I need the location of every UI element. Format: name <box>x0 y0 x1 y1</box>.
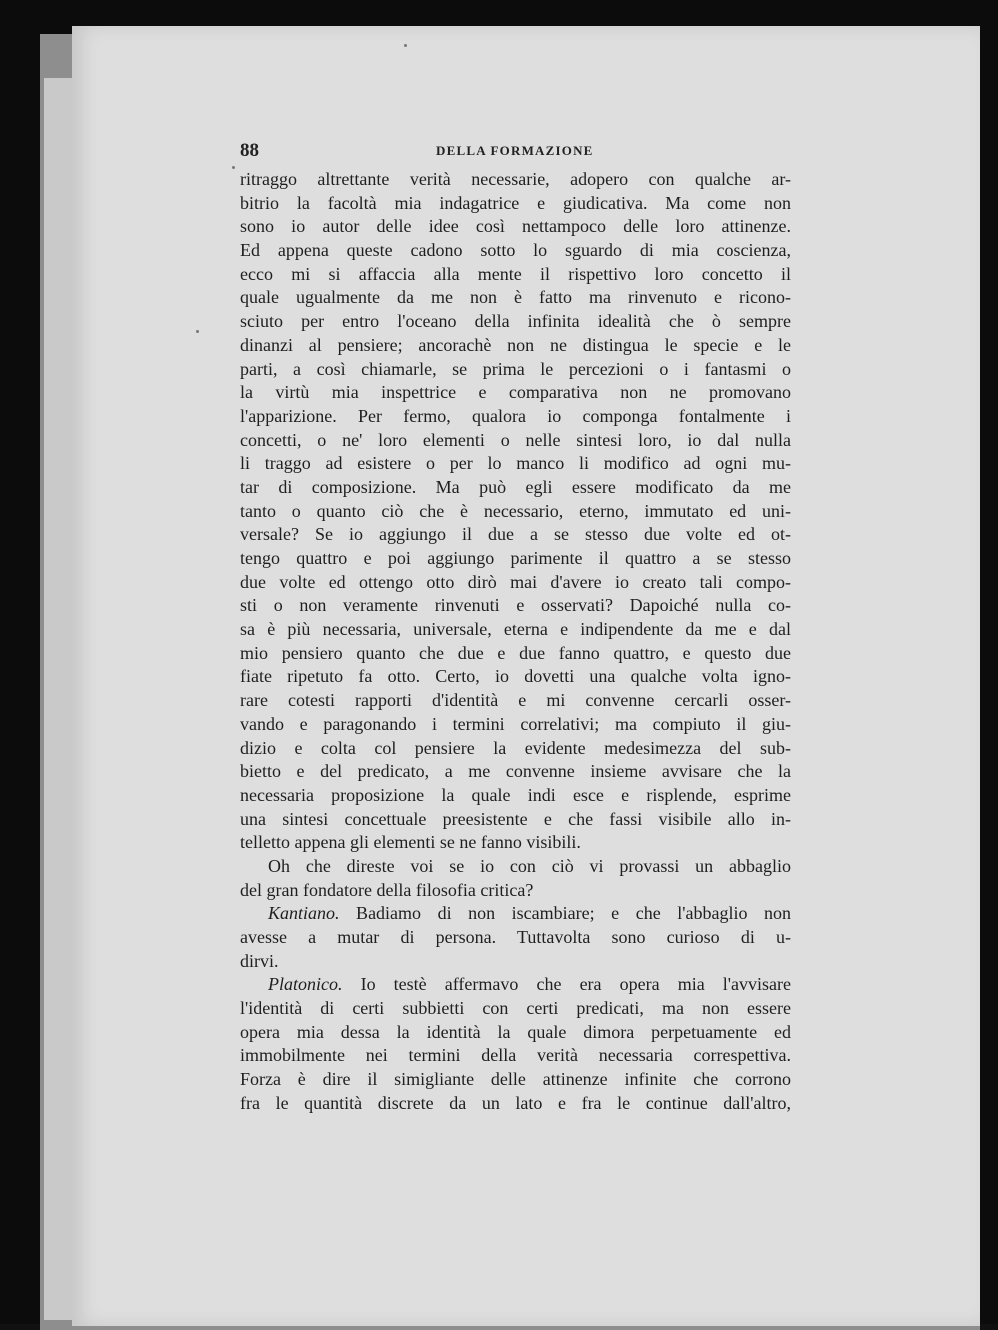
body-text <box>240 168 791 1116</box>
paper-speck <box>404 44 407 47</box>
page-number: 88 <box>240 140 259 161</box>
text-line: due volte ed ottengo otto dirò mai d'avere io creato tali compo- <box>240 571 791 592</box>
text-line: una sintesi concettuale preesistente e che fassi visibile allo in- <box>240 808 791 829</box>
text-line: ritraggo altrettante verità necessarie, adopero con qualche ar- <box>240 169 791 189</box>
text-line: tanto o quanto ciò che è necessario, eterno, immutato ed uni- <box>240 500 791 521</box>
text-line: Ed appena queste cadono sotto lo sguardo di mia coscienza, <box>240 240 791 261</box>
text-line: Forza è dire il simigliante delle attinenze infinite che corrono <box>240 1069 791 1090</box>
text-line: parti, a così chiamarle, se prima le percezioni o i fantasmi o <box>240 358 791 379</box>
text-line: li traggo ad esistere o per lo manco li modifico ad ogni mu- <box>240 453 791 474</box>
text-line: vando e paragonando i termini correlativi; ma compiuto il giu- <box>240 713 791 734</box>
text-line: fra le quantità discrete da un lato e fra le continue dall'altro, <box>240 1092 791 1113</box>
dialogue-line <box>240 973 791 997</box>
dialogue-line <box>240 902 791 926</box>
text-line: bitrio la facoltà mia indagatrice e giudicativa. Ma come non <box>240 192 791 213</box>
text-line: l'apparizione. Per fermo, qualora io componga fontalmente i <box>240 405 791 426</box>
text-line: sti o non veramente rinvenuti e osservati? Dapoiché nulla co- <box>240 595 791 616</box>
text-line: sa è più necessaria, universale, eterna e indipendente da me e dal <box>240 619 791 640</box>
text-line: opera mia dessa la identità la quale dimora perpetuamente ed <box>240 1021 791 1042</box>
text-line: l'identità di certi subbietti con certi predicati, ma non essere <box>240 998 791 1019</box>
text-line: tar di composizione. Ma può egli essere modificato da me <box>240 476 791 497</box>
text-line: fiate ripetuto fa otto. Certo, io dovetti una qualche volta igno- <box>240 666 791 687</box>
text-line: quale ugualmente da me non è fatto ma rinvenuto e ricono- <box>240 287 791 308</box>
text-line: del gran fondatore della filosofia critica? <box>240 879 534 900</box>
text-line: rare cotesti rapporti d'identità e mi convenne cercarli osser- <box>240 690 791 711</box>
text-line: ecco mi si affaccia alla mente il rispettivo loro concetto il <box>240 263 791 284</box>
speaker-name: Platonico. <box>268 974 343 995</box>
text-line: avesse a mutar di persona. Tuttavolta sono curioso di u- <box>240 927 791 947</box>
text-line: telletto appena gli elementi se ne fanno visibili. <box>240 832 581 853</box>
dialogue-text: Io testè affermavo che era opera mia l'avvisare <box>342 974 791 995</box>
text-line: dirvi. <box>240 950 279 971</box>
speaker-name: Kantiano. <box>268 903 340 924</box>
running-title: DELLA FORMAZIONE <box>436 143 594 158</box>
text-line: sciuto per entro l'oceano della infinita idealità che ò sempre <box>240 311 791 332</box>
dialogue-text: Badiamo di non iscambiare; e che l'abbaglio non <box>339 903 791 924</box>
text-line: necessaria proposizione la quale indi esce e risplende, esprime <box>240 784 791 805</box>
text-line: la virtù mia inspettrice e comparativa non ne promovano <box>240 382 791 403</box>
text-line: sono io autor delle idee così nettampoco delle loro attinenze. <box>240 216 791 237</box>
text-line: mio pensiero quanto che due e due fanno quattro, e questo due <box>240 642 791 663</box>
text-line: tengo quattro e poi aggiungo parimente il quattro a se stesso <box>240 548 791 568</box>
paper-speck <box>196 330 199 333</box>
text-line: Oh che direste voi se io con ciò vi provassi un abbaglio <box>268 855 791 876</box>
text-line: versale? Se io aggiungo il due a se stesso due volte ed ot- <box>240 524 791 545</box>
text-line: concetti, o ne' loro elementi o nelle sintesi loro, io dal nulla <box>240 429 791 450</box>
text-line: bietto e del predicato, a me convenne insieme avvisare che la <box>240 761 791 782</box>
text-line: dizio e colta col pensiere la evidente medesimezza del sub- <box>240 737 791 758</box>
page-header <box>240 140 800 166</box>
text-line: immobilmente nei termini della verità necessaria correspettiva. <box>240 1045 791 1066</box>
paper-speck <box>232 166 235 169</box>
text-line: dinanzi al pensiere; ancorachè non ne distingua le specie e le <box>240 334 791 355</box>
